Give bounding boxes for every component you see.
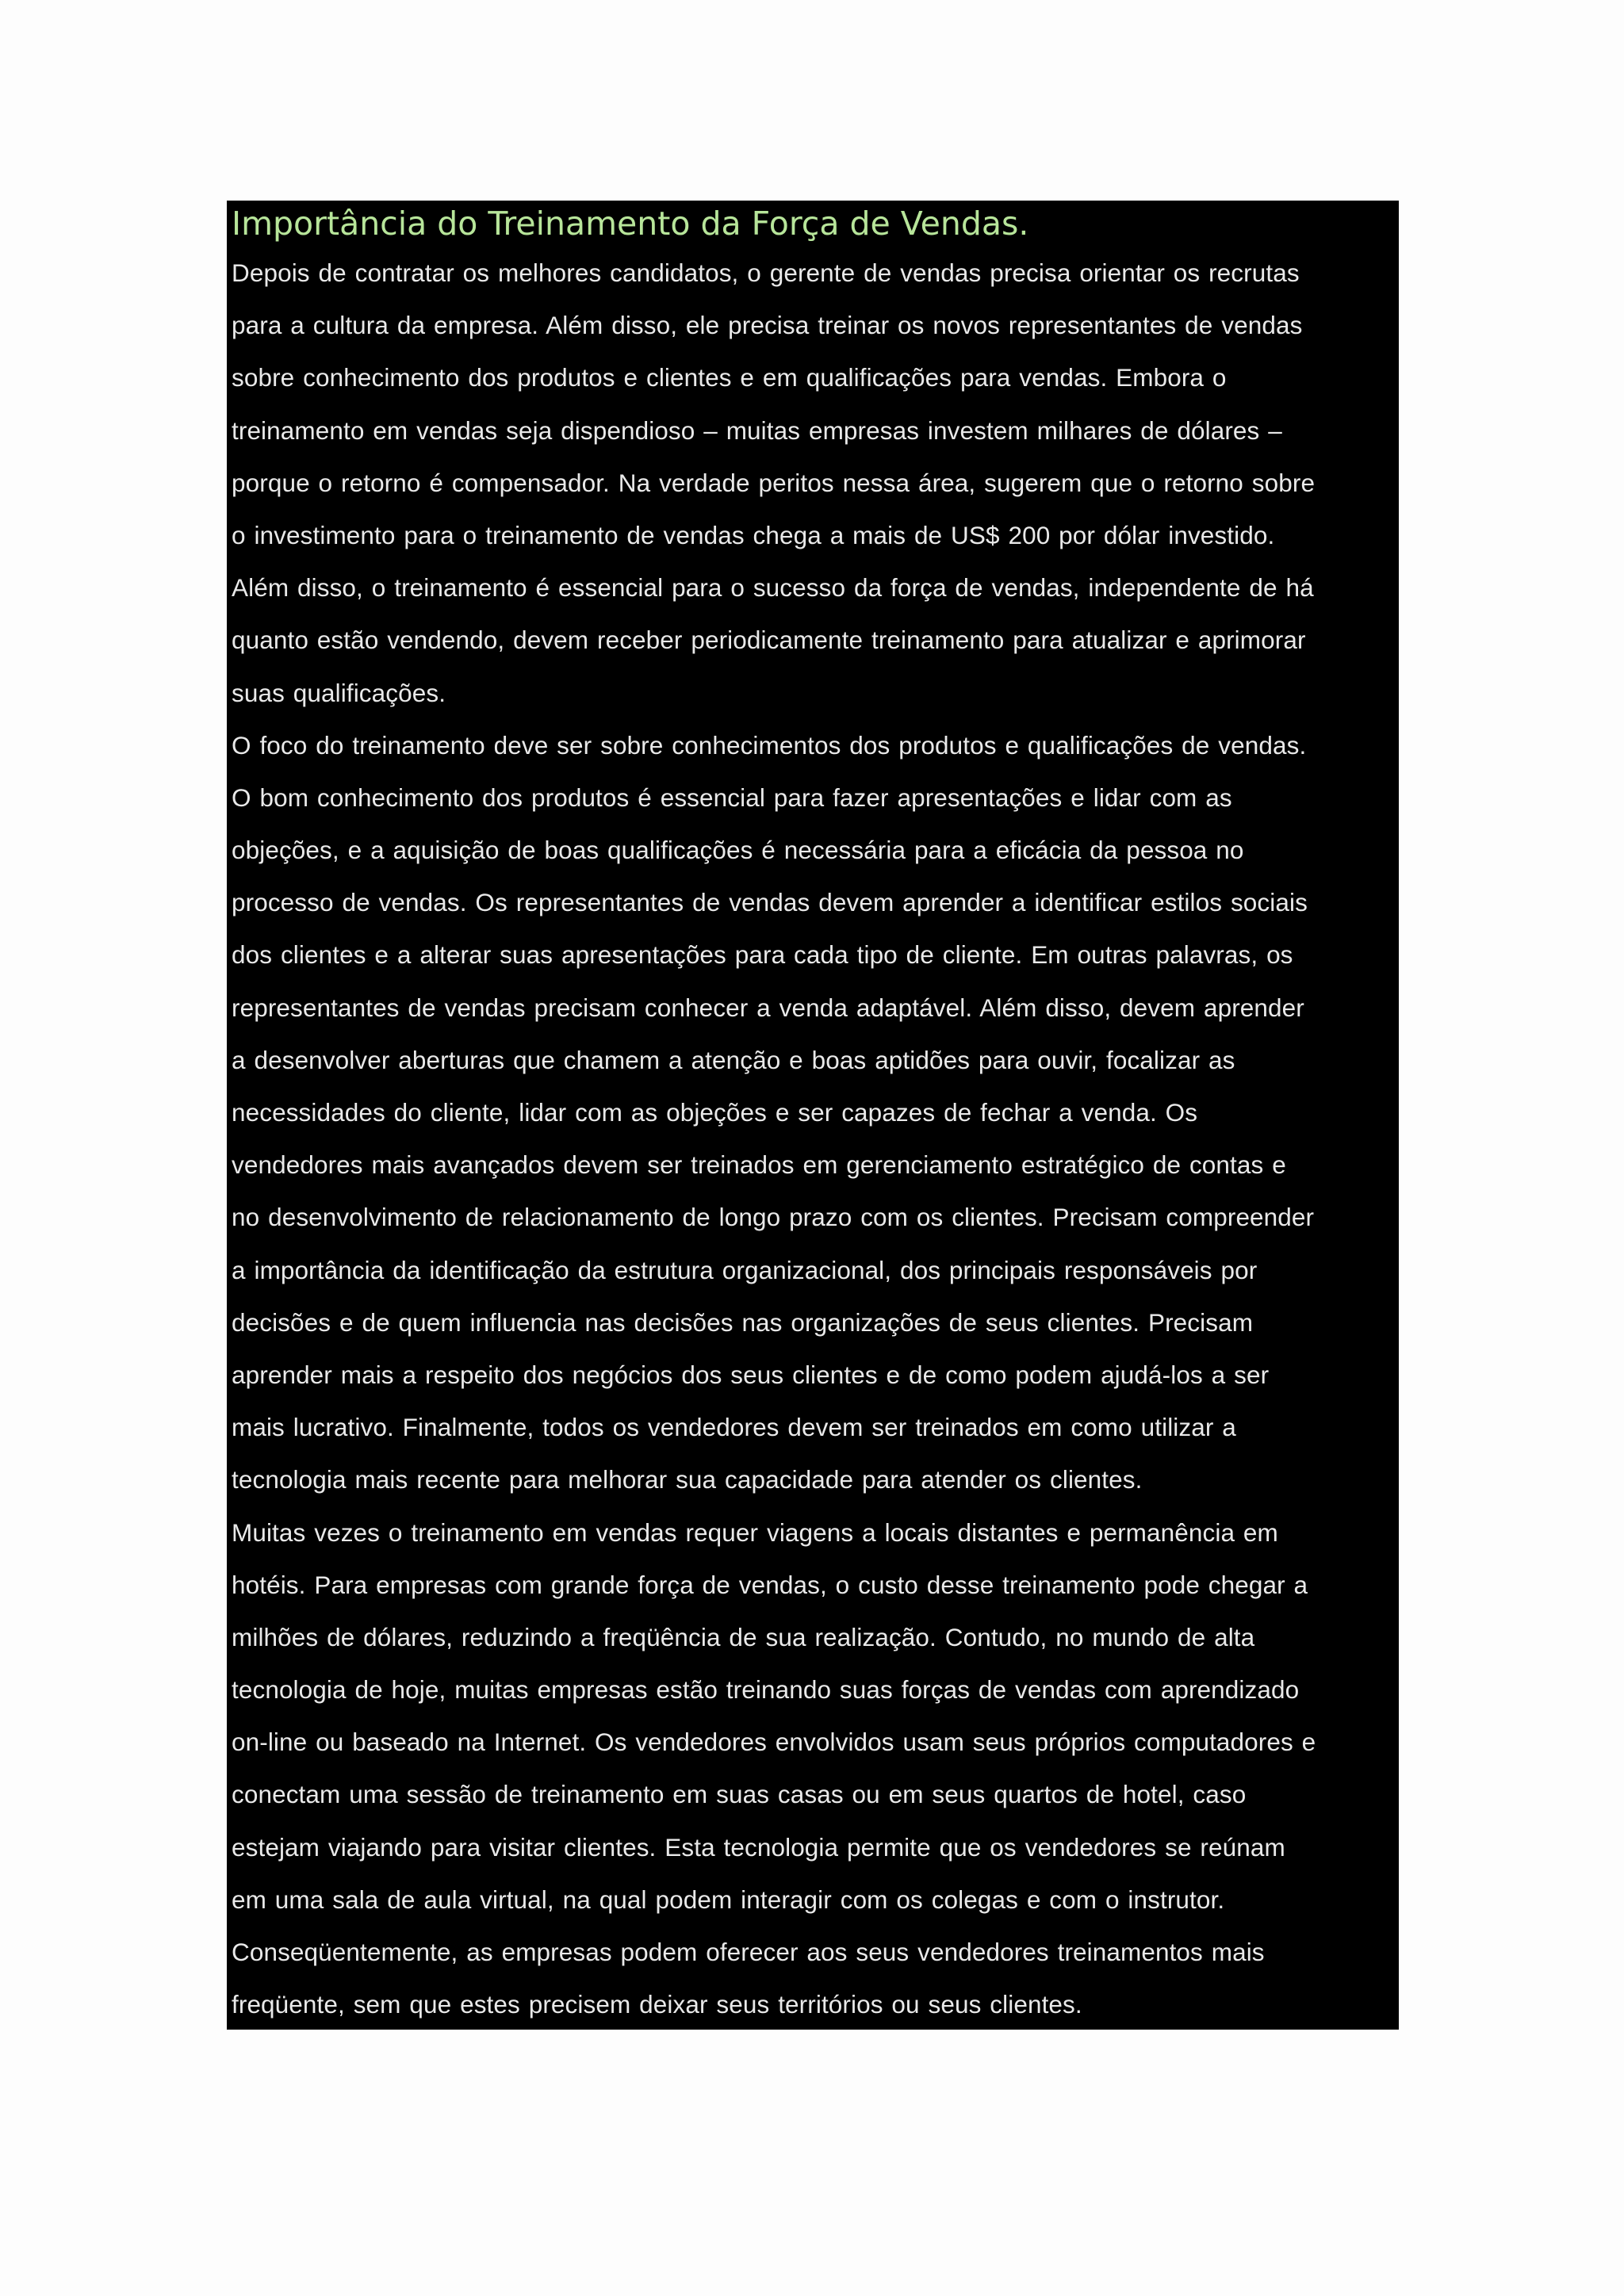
text-line: tecnologia de hoje, muitas empresas estão treinando suas forças de vendas com aprendizado — [232, 1675, 1300, 1705]
text-line: treinamento em vendas seja dispendioso – muitas empresas investem milhares de dólares – — [232, 415, 1282, 445]
text-line: para a cultura da empresa. Além disso, ele precisa treinar os novos representantes de vendas — [232, 311, 1303, 340]
text-line: processo de vendas. Os representantes de vendas devem aprender a identificar estilos sociais — [232, 888, 1308, 917]
text-line: tecnologia mais recente para melhorar sua capacidade para atender os clientes. — [232, 1465, 1143, 1494]
text-line: conectam uma sessão de treinamento em suas casas ou em seus quartos de hotel, caso — [232, 1780, 1247, 1809]
text-line: suas qualificações. — [232, 678, 446, 707]
text-line: hotéis. Para empresas com grande força de vendas, o custo desse treinamento pode chegar a — [232, 1570, 1308, 1599]
text-line: objeções, e a aquisição de boas qualificações é necessária para a eficácia da pessoa no — [232, 836, 1244, 865]
text-line: aprender mais a respeito dos negócios dos seus clientes e de como podem ajudá-los a ser — [232, 1360, 1270, 1389]
text-line: em uma sala de aula virtual, na qual podem interagir com os colegas e com o instrutor. — [232, 1885, 1225, 1914]
text-line: Depois de contratar os melhores candidatos, o gerente de vendas precisa orientar os recrutas — [232, 258, 1300, 287]
text-line: milhões de dólares, reduzindo a freqüência de sua realização. Contudo, no mundo de alta — [232, 1622, 1255, 1651]
text-line: sobre conhecimento dos produtos e clientes e em qualificações para vendas. Embora o — [232, 363, 1227, 392]
text-line: Muitas vezes o treinamento em vendas requer viagens a locais distantes e permanência em — [232, 1517, 1278, 1547]
text-line: a desenvolver aberturas que chamem a atenção e boas aptidões para ouvir, focalizar as — [232, 1045, 1235, 1074]
text-line: O bom conhecimento dos produtos é essencial para fazer apresentações e lidar com as — [232, 783, 1232, 812]
text-line: porque o retorno é compensador. Na verdade peritos nessa área, sugerem que o retorno sobre — [232, 468, 1316, 497]
text-line: decisões e de quem influencia nas decisões nas organizações de seus clientes. Precisam — [232, 1307, 1254, 1337]
text-line: dos clientes e a alterar suas apresentações para cada tipo de cliente. Em outras palavras, os — [232, 940, 1293, 970]
text-line: O foco do treinamento deve ser sobre conhecimentos dos produtos e qualificações de vendas. — [232, 730, 1307, 760]
body-text — [232, 247, 1399, 2030]
text-line: Conseqüentemente, as empresas podem oferecer aos seus vendedores treinamentos mais — [232, 1938, 1265, 1966]
text-line: vendedores mais avançados devem ser treinados em gerenciamento estratégico de contas e — [232, 1150, 1286, 1180]
text-line: o investimento para o treinamento de vendas chega a mais de US$ 200 por dólar investido. — [232, 520, 1275, 549]
text-line: Além disso, o treinamento é essencial para o sucesso da força de vendas, independente de há — [232, 573, 1314, 603]
text-line: quanto estão vendendo, devem receber periodicamente treinamento para atualizar e aprimorar — [232, 626, 1306, 655]
text-line: necessidades do cliente, lidar com as objeções e ser capazes de fechar a venda. Os — [232, 1098, 1198, 1127]
text-line: a importância da identificação da estrutura organizacional, dos principais responsáveis por — [232, 1255, 1258, 1284]
text-line: mais lucrativo. Finalmente, todos os vendedores devem ser treinados em como utilizar a — [232, 1413, 1236, 1442]
text-line: representantes de vendas precisam conhecer a venda adaptável. Além disso, devem aprender — [232, 993, 1304, 1022]
text-line: no desenvolvimento de relacionamento de longo prazo com os clientes. Precisam compreender — [232, 1203, 1315, 1232]
document-title: Importância do Treinamento da Força de Vendas. — [232, 205, 1029, 243]
text-block — [227, 201, 1399, 2030]
text-line: freqüente, sem que estes precisem deixar seus territórios ou seus clientes. — [232, 1990, 1082, 2019]
text-line: estejam viajando para visitar clientes. Esta tecnologia permite que os vendedores se reúnam — [232, 1832, 1285, 1862]
text-line: on-line ou baseado na Internet. Os vendedores envolvidos usam seus próprios computadores e — [232, 1728, 1316, 1757]
